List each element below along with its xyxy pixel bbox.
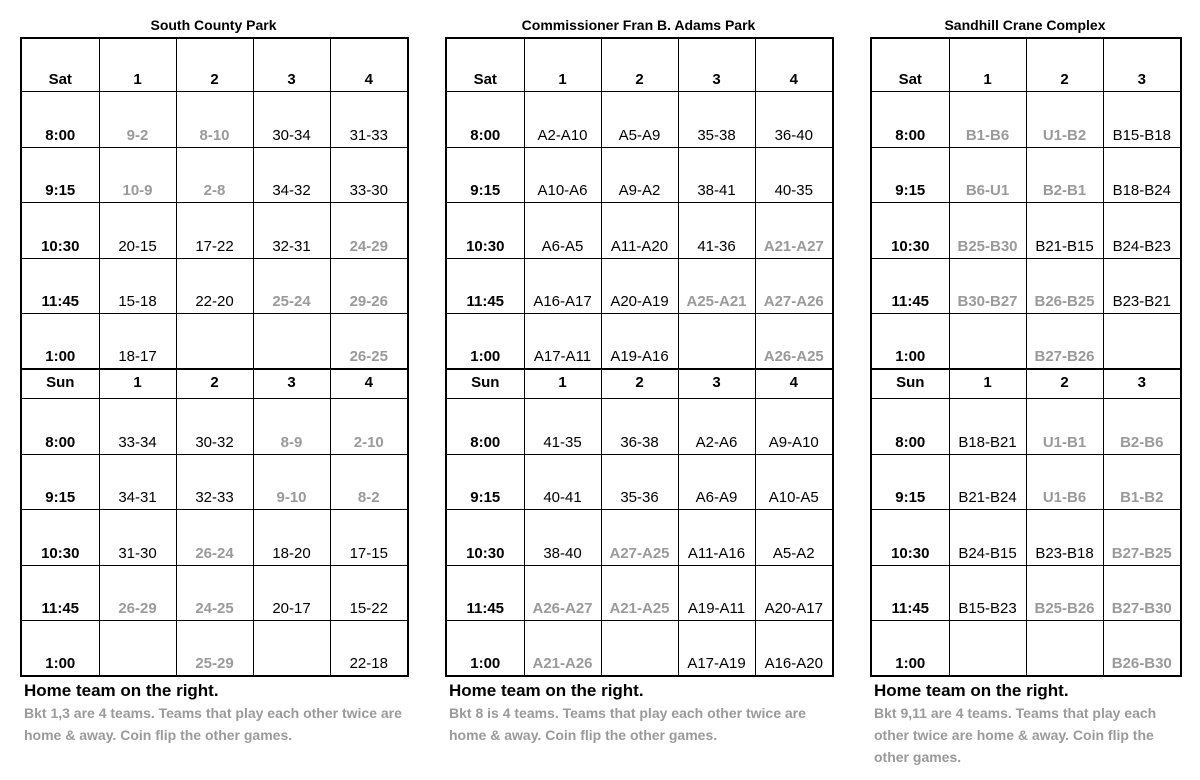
home-team-note: Home team on the right. <box>874 681 1069 700</box>
game-cell: 36-38 <box>601 399 678 455</box>
game-cell: B15-B23 <box>949 565 1026 621</box>
game-cell: 36-40 <box>755 92 833 148</box>
game-cell: 17-22 <box>176 203 253 259</box>
field-number: 1 <box>949 369 1026 399</box>
time-label: 9:15 <box>871 454 949 510</box>
bracket-note: Bkt 8 is 4 teams. Teams that play each other twice are home & away. Coin flip the other games. <box>449 705 806 743</box>
game-cell: B6-U1 <box>949 147 1026 203</box>
time-label: 9:15 <box>871 147 949 203</box>
saturday-header-row <box>446 38 833 92</box>
time-label: 10:30 <box>21 510 99 566</box>
game-cell: B24-B15 <box>949 510 1026 566</box>
field-number: 2 <box>601 38 678 92</box>
time-label: 9:15 <box>21 147 99 203</box>
game-cell <box>176 314 253 370</box>
game-cell: A17-A19 <box>678 621 755 677</box>
game-cell: B23-B21 <box>1103 258 1181 314</box>
game-cell: B1-B6 <box>949 92 1026 148</box>
game-cell: A11-A20 <box>601 203 678 259</box>
game-cell <box>253 621 330 677</box>
time-label: 9:15 <box>21 454 99 510</box>
game-cell: 26-29 <box>99 565 176 621</box>
game-cell: B18-B21 <box>949 399 1026 455</box>
time-slot-row <box>871 258 1181 314</box>
game-cell: 38-40 <box>524 510 601 566</box>
game-cell: A9-A10 <box>755 399 833 455</box>
day-label: Sat <box>446 38 524 92</box>
game-cell: B27-B30 <box>1103 565 1181 621</box>
game-cell: 26-25 <box>330 314 408 370</box>
saturday-header-row <box>21 38 408 92</box>
time-slot-row <box>446 621 833 677</box>
park-title: Sandhill Crane Complex <box>944 17 1106 33</box>
field-number: 2 <box>176 369 253 399</box>
game-cell: 29-26 <box>330 258 408 314</box>
field-number: 4 <box>330 38 408 92</box>
field-number: 4 <box>330 369 408 399</box>
field-number: 3 <box>253 369 330 399</box>
time-slot-row <box>446 454 833 510</box>
game-cell: 9-2 <box>99 92 176 148</box>
time-slot-row <box>871 203 1181 259</box>
game-cell: A11-A16 <box>678 510 755 566</box>
game-cell: U1-B6 <box>1026 454 1103 510</box>
day-label: Sat <box>871 38 949 92</box>
time-label: 10:30 <box>871 203 949 259</box>
field-number: 3 <box>1103 369 1181 399</box>
time-label: 11:45 <box>21 565 99 621</box>
time-slot-row <box>871 314 1181 370</box>
time-label: 1:00 <box>871 314 949 370</box>
time-slot-row <box>871 399 1181 455</box>
field-number: 1 <box>524 38 601 92</box>
game-cell: A5-A9 <box>601 92 678 148</box>
game-cell: 40-35 <box>755 147 833 203</box>
field-number: 2 <box>1026 369 1103 399</box>
sunday-header-row <box>21 369 408 399</box>
game-cell: 8-10 <box>176 92 253 148</box>
time-slot-row <box>871 92 1181 148</box>
game-cell: A6-A5 <box>524 203 601 259</box>
field-number: 3 <box>678 38 755 92</box>
game-cell: A21-A25 <box>601 565 678 621</box>
field-number: 1 <box>949 38 1026 92</box>
time-label: 1:00 <box>871 621 949 677</box>
game-cell: A17-A11 <box>524 314 601 370</box>
game-cell: 18-17 <box>99 314 176 370</box>
game-cell: B25-B26 <box>1026 565 1103 621</box>
game-cell: 25-29 <box>176 621 253 677</box>
game-cell: B18-B24 <box>1103 147 1181 203</box>
game-cell: A27-A25 <box>601 510 678 566</box>
game-cell: A2-A10 <box>524 92 601 148</box>
game-cell: 2-8 <box>176 147 253 203</box>
game-cell: 22-20 <box>176 258 253 314</box>
game-cell: 20-15 <box>99 203 176 259</box>
game-cell: A26-A27 <box>524 565 601 621</box>
field-number: 4 <box>755 369 833 399</box>
time-slot-row <box>871 454 1181 510</box>
game-cell: 8-2 <box>330 454 408 510</box>
field-number: 4 <box>755 38 833 92</box>
game-cell: B21-B15 <box>1026 203 1103 259</box>
time-slot-row <box>21 454 408 510</box>
game-cell: A25-A21 <box>678 258 755 314</box>
field-number: 2 <box>176 38 253 92</box>
game-cell: 15-18 <box>99 258 176 314</box>
bracket-note: Bkt 1,3 are 4 teams. Teams that play each other twice are home & away. Coin flip the other games. <box>24 705 402 743</box>
time-label: 8:00 <box>21 399 99 455</box>
game-cell: A21-A27 <box>755 203 833 259</box>
time-slot-row <box>21 147 408 203</box>
time-slot-row <box>446 203 833 259</box>
day-label: Sun <box>871 369 949 399</box>
time-slot-row <box>871 510 1181 566</box>
time-label: 1:00 <box>21 314 99 370</box>
game-cell: 31-30 <box>99 510 176 566</box>
sunday-header-row <box>871 369 1181 399</box>
time-slot-row <box>446 314 833 370</box>
game-cell <box>678 314 755 370</box>
game-cell: 24-29 <box>330 203 408 259</box>
park-title: Commissioner Fran B. Adams Park <box>521 17 756 33</box>
park-schedule <box>445 14 832 746</box>
game-cell: 30-34 <box>253 92 330 148</box>
game-cell: B27-B25 <box>1103 510 1181 566</box>
game-cell: 8-9 <box>253 399 330 455</box>
park-schedule <box>870 14 1180 768</box>
time-label: 10:30 <box>21 203 99 259</box>
time-slot-row <box>446 399 833 455</box>
game-cell: A27-A26 <box>755 258 833 314</box>
game-cell <box>99 621 176 677</box>
field-number: 3 <box>1103 38 1181 92</box>
game-cell: 2-10 <box>330 399 408 455</box>
day-label: Sat <box>21 38 99 92</box>
home-team-note: Home team on the right. <box>449 681 644 700</box>
game-cell: 40-41 <box>524 454 601 510</box>
game-cell: A2-A6 <box>678 399 755 455</box>
game-cell <box>949 314 1026 370</box>
time-label: 11:45 <box>21 258 99 314</box>
game-cell: A16-A17 <box>524 258 601 314</box>
time-label: 8:00 <box>871 92 949 148</box>
game-cell: 25-24 <box>253 258 330 314</box>
game-cell: U1-B1 <box>1026 399 1103 455</box>
game-cell: A10-A5 <box>755 454 833 510</box>
game-cell: 35-36 <box>601 454 678 510</box>
time-label: 10:30 <box>446 510 524 566</box>
game-cell: 34-32 <box>253 147 330 203</box>
time-label: 11:45 <box>871 258 949 314</box>
field-number: 1 <box>99 38 176 92</box>
time-label: 1:00 <box>446 621 524 677</box>
field-number: 2 <box>601 369 678 399</box>
game-cell: B1-B2 <box>1103 454 1181 510</box>
time-label: 9:15 <box>446 147 524 203</box>
time-label: 10:30 <box>871 510 949 566</box>
game-cell: 9-10 <box>253 454 330 510</box>
game-cell: 10-9 <box>99 147 176 203</box>
game-cell: B26-B25 <box>1026 258 1103 314</box>
saturday-header-row <box>871 38 1181 92</box>
schedule-table <box>870 37 1182 677</box>
game-cell <box>1026 621 1103 677</box>
game-cell: B27-B26 <box>1026 314 1103 370</box>
field-number: 1 <box>524 369 601 399</box>
time-slot-row <box>21 258 408 314</box>
game-cell: A9-A2 <box>601 147 678 203</box>
game-cell: 41-35 <box>524 399 601 455</box>
sunday-header-row <box>446 369 833 399</box>
time-slot-row <box>446 258 833 314</box>
game-cell: B25-B30 <box>949 203 1026 259</box>
day-label: Sun <box>21 369 99 399</box>
time-slot-row <box>446 92 833 148</box>
game-cell: U1-B2 <box>1026 92 1103 148</box>
time-slot-row <box>21 399 408 455</box>
time-slot-row <box>21 92 408 148</box>
park-schedule <box>20 14 407 746</box>
schedule-table <box>445 37 834 677</box>
time-slot-row <box>21 314 408 370</box>
time-slot-row <box>21 203 408 259</box>
field-number: 3 <box>678 369 755 399</box>
game-cell: 26-24 <box>176 510 253 566</box>
field-number: 1 <box>99 369 176 399</box>
home-team-note: Home team on the right. <box>24 681 219 700</box>
time-slot-row <box>446 565 833 621</box>
game-cell: A16-A20 <box>755 621 833 677</box>
game-cell: A21-A26 <box>524 621 601 677</box>
time-slot-row <box>446 510 833 566</box>
time-slot-row <box>871 147 1181 203</box>
game-cell: A19-A11 <box>678 565 755 621</box>
game-cell: A20-A19 <box>601 258 678 314</box>
game-cell: 32-31 <box>253 203 330 259</box>
game-cell: 41-36 <box>678 203 755 259</box>
game-cell: B24-B23 <box>1103 203 1181 259</box>
game-cell: 35-38 <box>678 92 755 148</box>
game-cell: A20-A17 <box>755 565 833 621</box>
game-cell: 30-32 <box>176 399 253 455</box>
game-cell: 20-17 <box>253 565 330 621</box>
schedule-table <box>20 37 409 677</box>
game-cell: B23-B18 <box>1026 510 1103 566</box>
time-label: 11:45 <box>871 565 949 621</box>
game-cell <box>1103 314 1181 370</box>
time-label: 8:00 <box>446 399 524 455</box>
game-cell: B30-B27 <box>949 258 1026 314</box>
game-cell: B2-B1 <box>1026 147 1103 203</box>
game-cell: B26-B30 <box>1103 621 1181 677</box>
game-cell: 33-34 <box>99 399 176 455</box>
time-label: 10:30 <box>446 203 524 259</box>
game-cell: B15-B18 <box>1103 92 1181 148</box>
time-label: 1:00 <box>446 314 524 370</box>
game-cell <box>601 621 678 677</box>
time-label: 8:00 <box>446 92 524 148</box>
time-slot-row <box>871 565 1181 621</box>
time-slot-row <box>871 621 1181 677</box>
time-label: 1:00 <box>21 621 99 677</box>
bracket-note: Bkt 9,11 are 4 teams. Teams that play each other twice are home & away. Coin flip the other games. <box>874 705 1157 765</box>
game-cell: 32-33 <box>176 454 253 510</box>
game-cell: 33-30 <box>330 147 408 203</box>
game-cell: 31-33 <box>330 92 408 148</box>
time-label: 8:00 <box>21 92 99 148</box>
time-label: 9:15 <box>446 454 524 510</box>
time-label: 8:00 <box>871 399 949 455</box>
field-number: 3 <box>253 38 330 92</box>
time-slot-row <box>446 147 833 203</box>
game-cell: 17-15 <box>330 510 408 566</box>
game-cell: A6-A9 <box>678 454 755 510</box>
game-cell: B2-B6 <box>1103 399 1181 455</box>
game-cell: A19-A16 <box>601 314 678 370</box>
game-cell: B21-B24 <box>949 454 1026 510</box>
game-cell <box>253 314 330 370</box>
game-cell: 38-41 <box>678 147 755 203</box>
game-cell: 24-25 <box>176 565 253 621</box>
park-title: South County Park <box>150 17 277 33</box>
time-slot-row <box>21 510 408 566</box>
time-slot-row <box>21 565 408 621</box>
time-label: 11:45 <box>446 565 524 621</box>
game-cell: 18-20 <box>253 510 330 566</box>
game-cell: A5-A2 <box>755 510 833 566</box>
game-cell: 22-18 <box>330 621 408 677</box>
game-cell: A26-A25 <box>755 314 833 370</box>
day-label: Sun <box>446 369 524 399</box>
game-cell: 15-22 <box>330 565 408 621</box>
game-cell <box>949 621 1026 677</box>
game-cell: 34-31 <box>99 454 176 510</box>
game-cell: A10-A6 <box>524 147 601 203</box>
time-label: 11:45 <box>446 258 524 314</box>
time-slot-row <box>21 621 408 677</box>
field-number: 2 <box>1026 38 1103 92</box>
